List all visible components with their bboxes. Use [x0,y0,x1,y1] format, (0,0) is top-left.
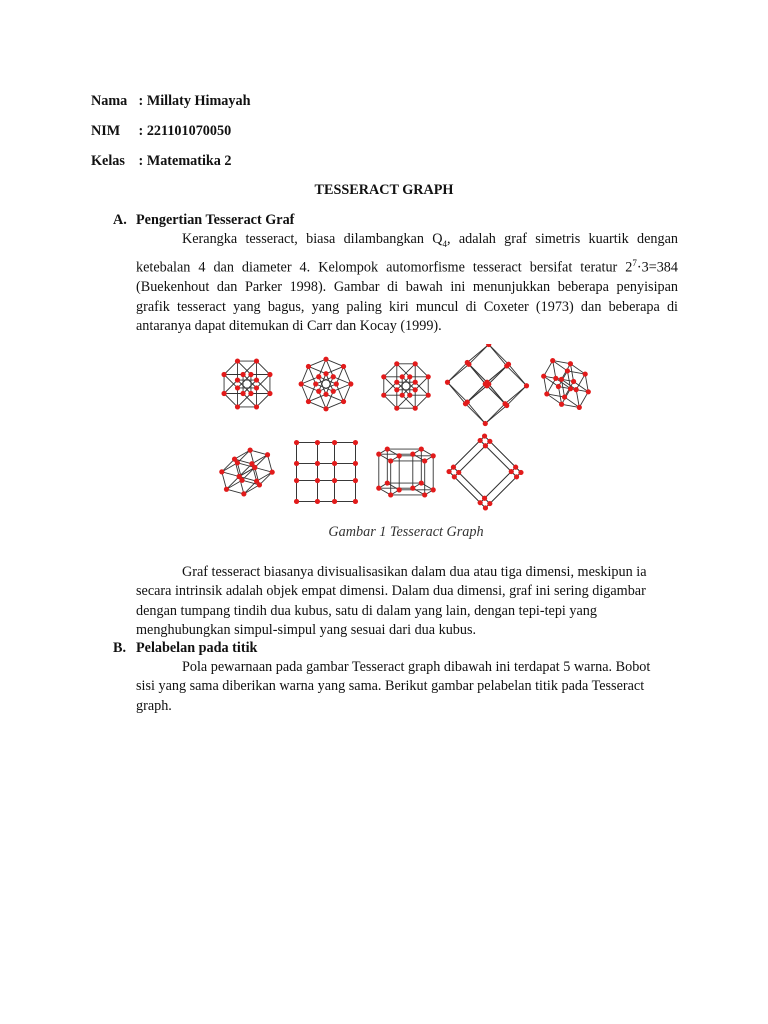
tesseract-figure [206,344,612,516]
para-line: Pola pewarnaan pada gambar Tesseract graph dibawah ini terdapat 5 warna. Bobot [182,659,651,675]
graph-vertex [353,499,358,504]
graph-vertex [559,402,564,407]
graph-edge [576,374,585,390]
graph-vertex [451,465,456,470]
graph-vertex [556,384,561,389]
graph-vertex [514,474,519,479]
graph-vertex [265,452,270,457]
graph-vertex [331,389,336,394]
graph-vertex [413,361,418,366]
graph-vertex [316,389,321,394]
graph-edge [250,450,267,455]
graph-vertex [544,391,549,396]
graph-vertex [571,379,576,384]
para-line: graph. [136,697,172,714]
graph-vertex [240,391,245,396]
graph-vertex [294,440,299,445]
graph-edge [489,344,507,365]
graph-vertex [413,406,418,411]
graph-vertex [254,385,259,390]
graph-vertex [463,401,468,406]
graph-edge [547,378,556,394]
graph-vertex [446,469,451,474]
graph-edge [567,371,570,389]
graph-edge [384,364,397,377]
nim-row [91,123,231,140]
graph-vertex [381,374,386,379]
graph-vertex [541,374,546,379]
graph-vertex [235,358,240,363]
figure-caption: Gambar 1 Tesseract Graph [328,524,484,540]
graph-vertex [353,440,358,445]
graph-vertex [397,453,402,458]
graph-vertex [562,394,567,399]
graph-vertex [394,361,399,366]
para-line [136,254,678,278]
graph-edge [579,392,588,408]
section-a-title: Pengertian Tesseract Graf [136,212,295,228]
graph-vertex [353,478,358,483]
graph-edge [576,390,579,408]
graph-edge [507,366,527,386]
graph-vertex [239,478,244,483]
graph-vertex [323,371,328,376]
graph-vertex [235,385,240,390]
graph-edge [465,404,485,424]
graph-edge [222,472,239,477]
tesseract-drawing-4 [445,344,529,426]
graph-vertex [388,492,393,497]
graph-edge [224,361,237,374]
name-value: : Millaty Himayah [138,93,251,109]
graph-vertex [456,470,461,475]
para-line: grafik tesseract yang bagus, yang paling kiri muncul di Coxeter (1973) dan beberapa di [136,298,678,315]
graph-edge [570,364,573,382]
graph-vertex [341,399,346,404]
graph-vertex [235,377,240,382]
graph-edge [255,468,272,473]
graph-edge [226,489,243,494]
name-label: Nama [91,93,128,109]
graph-vertex [426,374,431,379]
graph-vertex [524,383,529,388]
graph-vertex [299,381,304,386]
graph-vertex [413,380,418,385]
para-line: dengan tumpang tindih dua kubus, satu di dalam yang lain, dengan tepi-tepi yang [136,602,597,619]
graph-vertex [332,499,337,504]
graph-vertex [323,406,328,411]
graph-edge [415,364,428,377]
graph-vertex [240,372,245,377]
graph-vertex [452,474,457,479]
graph-vertex [577,405,582,410]
graph-vertex [559,377,564,382]
graph-vertex [504,363,509,368]
document-title: TESSERACT GRAPH [314,182,454,198]
graph-vertex [254,358,259,363]
graph-edge [224,394,237,407]
graph-vertex [394,380,399,385]
graph-vertex [313,381,318,386]
graph-vertex [568,361,573,366]
graph-vertex [257,482,262,487]
graph-vertex [235,404,240,409]
graph-vertex [487,501,492,506]
graph-vertex [565,368,570,373]
graph-vertex [221,372,226,377]
section-b-number: B. [113,640,127,656]
graph-vertex [323,392,328,397]
graph-edge [585,374,588,392]
graph-vertex [254,377,259,382]
graph-edge [268,455,273,472]
graph-vertex [400,374,405,379]
para-line [136,230,678,254]
graph-vertex [385,446,390,451]
graph-edge [469,344,489,364]
kelas-row [91,153,232,170]
graph-vertex [431,487,436,492]
graph-vertex [248,391,253,396]
graph-vertex [426,393,431,398]
graph-vertex [376,452,381,457]
graph-vertex [316,374,321,379]
graph-vertex [224,487,229,492]
para-line: secara intrinsik adalah objek empat dimensi. Dalam dua dimensi, graf ini sering digambar [136,583,646,600]
graph-vertex [270,470,275,475]
graph-vertex [445,380,450,385]
graph-vertex [568,386,573,391]
graph-vertex [394,406,399,411]
section-b-paragraph [136,658,678,716]
graph-vertex [483,443,488,448]
graph-vertex [419,446,424,451]
graph-vertex [331,374,336,379]
graph-vertex [323,357,328,362]
graph-vertex [422,492,427,497]
graph-edge [415,395,428,408]
tesseract-drawing-8 [376,446,436,497]
graph-vertex [381,393,386,398]
graph-vertex [315,461,320,466]
tesseract-drawing-2 [299,357,354,412]
graph-vertex [407,393,412,398]
graph-vertex [413,387,418,392]
tesseract-drawing-9 [446,433,523,510]
graph-vertex [504,403,509,408]
graph-vertex [513,465,518,470]
paragraph-two [136,563,678,641]
section-a-paragraph [136,230,678,337]
graph-vertex [248,372,253,377]
para-line: sisi yang sama diberikan warna yang sama. Berikut gambar pelabelan titik pada Tesseract [136,678,645,695]
graph-vertex [478,438,483,443]
graph-vertex [509,469,514,474]
graph-vertex [221,391,226,396]
subscript: 4 [442,238,447,249]
para-line: Graf tesseract biasanya divisualisasikan dalam dua atau tiga dimensi, meskipun ia [182,564,647,580]
graph-vertex [341,364,346,369]
graph-vertex [315,440,320,445]
graph-vertex [306,399,311,404]
graph-vertex [353,461,358,466]
section-b-title: Pelabelan pada titik [136,640,258,656]
graph-vertex [332,440,337,445]
graph-edge [544,361,553,377]
graph-edge [561,379,564,397]
graph-vertex [254,404,259,409]
section-b-heading [113,640,257,657]
nim-value: : 221101070050 [138,123,232,139]
graph-vertex [431,453,436,458]
graph-vertex [267,372,272,377]
graph-vertex [410,486,415,491]
para-line-text: Kerangka tesseract, biasa dilambangkan Q [182,231,443,247]
name-row [91,93,250,110]
para-line: antaranya dapat ditemukan di Carr dan Kocay (1999). [136,318,442,335]
graph-vertex [422,458,427,463]
graph-vertex [267,391,272,396]
graph-vertex [315,499,320,504]
graph-vertex [410,452,415,457]
kelas-value: : Matematika 2 [138,153,232,169]
graph-edge [384,395,397,408]
graph-vertex [248,448,253,453]
section-a-heading [113,212,294,229]
graph-vertex [487,439,492,444]
graph-edge [447,364,468,382]
graph-vertex [550,358,555,363]
graph-edge [447,382,465,403]
graph-vertex [334,381,339,386]
graph-vertex [394,387,399,392]
para-line-text: ketebalan 4 dan diameter 4. Kelompok automorfisme tesseract bersifat teratur 2 [136,259,633,276]
graph-vertex [482,433,487,438]
graph-vertex [219,469,224,474]
graph-edge [553,361,556,379]
graph-vertex [241,491,246,496]
section-a-number: A. [113,212,127,228]
graph-edge [222,472,227,489]
graph-edge [544,376,547,394]
graph-vertex [419,480,424,485]
graph-vertex [553,376,558,381]
graph-vertex [466,362,471,367]
superscript: 7 [632,258,637,269]
graph-vertex [484,383,489,388]
tesseract-drawing-7 [294,440,358,504]
graph-vertex [583,371,588,376]
graph-vertex [252,465,257,470]
graph-vertex [518,470,523,475]
graph-vertex [400,393,405,398]
tesseract-drawing-5 [541,358,591,410]
graph-vertex [294,499,299,504]
para-line-text: ·3=384 [636,259,678,276]
kelas-label: Kelas [91,153,125,169]
para-line-text: , adalah graf simetris kuartik dengan [447,231,678,247]
graph-vertex [294,478,299,483]
graph-edge [257,394,270,407]
graph-vertex [332,478,337,483]
graph-vertex [586,389,591,394]
graph-edge [507,386,527,406]
graph-vertex [478,500,483,505]
graph-vertex [574,387,579,392]
graph-vertex [407,374,412,379]
para-line: (Buekenhout dan Parker 1998). Gambar di bawah ini menunjukkan beberapa penyisipan [136,279,678,296]
graph-vertex [483,421,488,426]
para-line: menghubungkan simpul-simpul yang sesuai dari dua kubus. [136,622,477,639]
tesseract-drawing-6 [219,448,275,497]
graph-edge [485,406,506,424]
graph-vertex [306,364,311,369]
graph-vertex [348,381,353,386]
graph-vertex [388,458,393,463]
graph-vertex [235,460,240,465]
graph-vertex [376,486,381,491]
graph-vertex [483,505,488,510]
nim-label: NIM [91,123,121,139]
graph-vertex [332,461,337,466]
graph-vertex [385,480,390,485]
graph-vertex [315,478,320,483]
tesseract-drawing-3 [381,361,431,411]
graph-vertex [482,496,487,501]
graph-vertex [294,461,299,466]
graph-edge [257,361,270,374]
graph-vertex [397,487,402,492]
graph-edge [558,387,561,405]
tesseract-drawing-1 [221,358,272,409]
